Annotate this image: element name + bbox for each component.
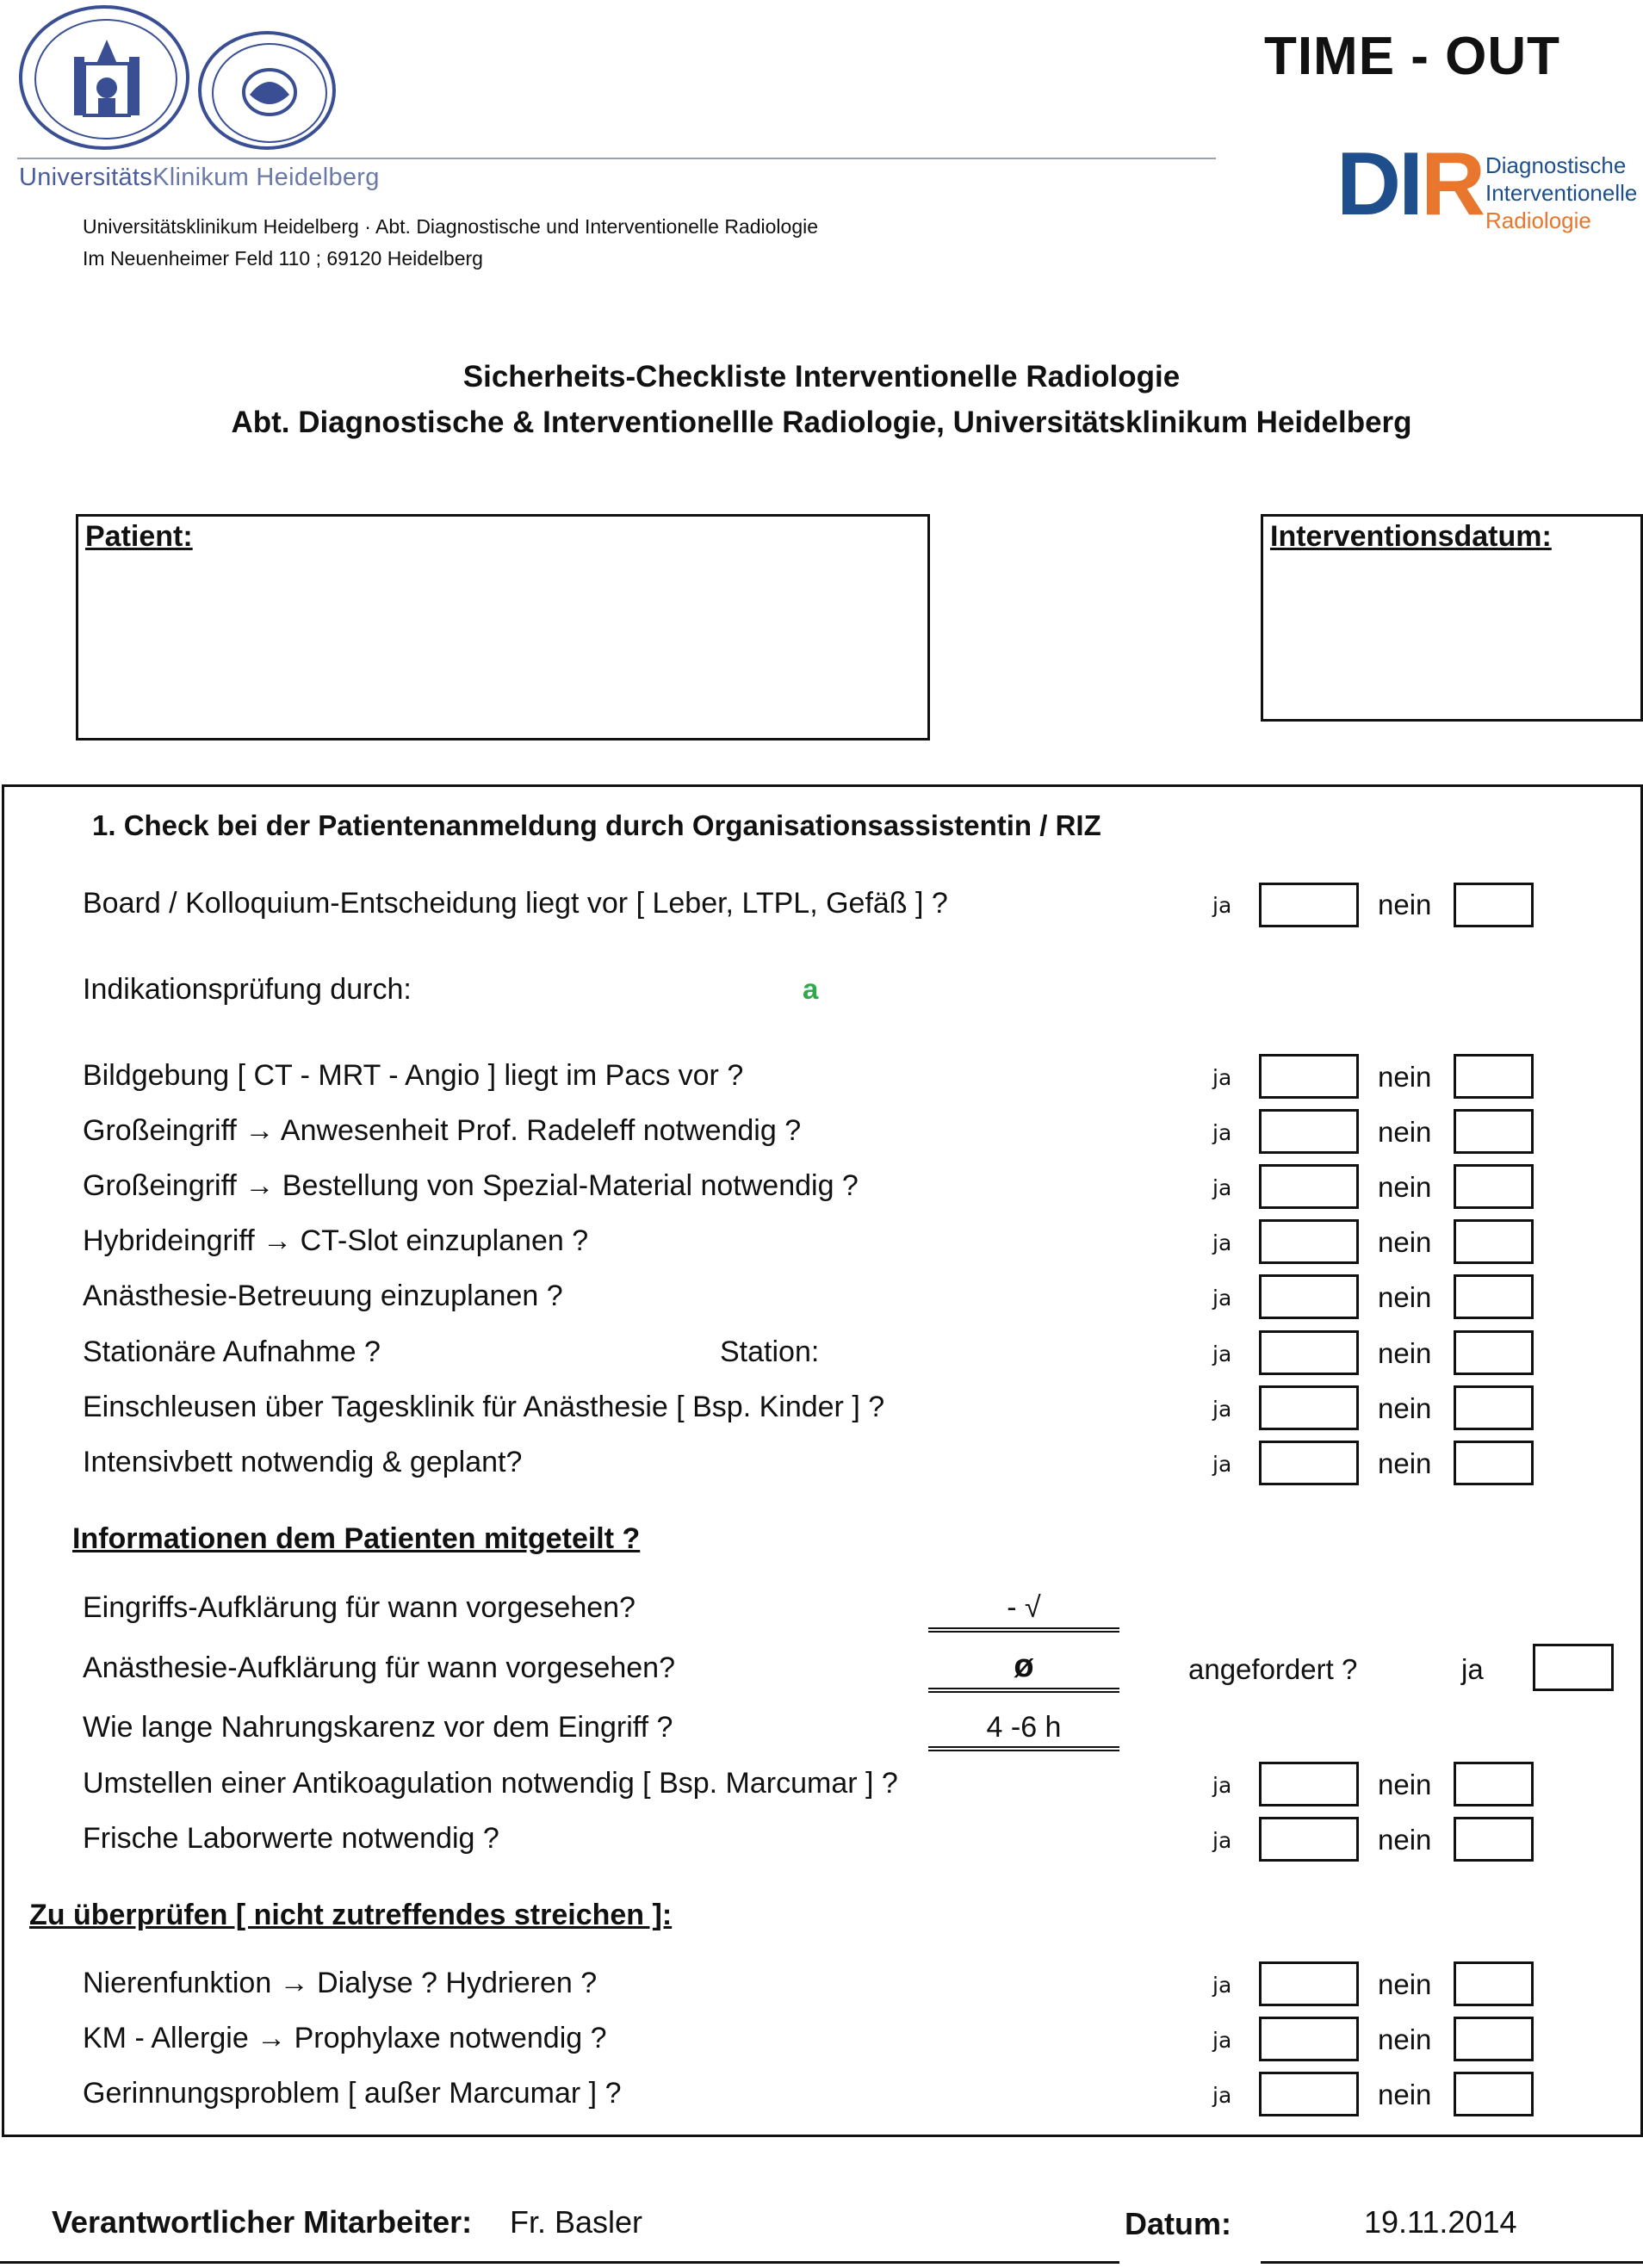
fasting-value[interactable]: 4 -6 h [986, 1711, 1062, 1744]
checkbox-nein[interactable] [1454, 1330, 1534, 1375]
checkbox-ja[interactable] [1259, 1961, 1359, 2006]
dir-sub-line3: Radiologie [1485, 208, 1591, 233]
nein-label: nein [1378, 1769, 1432, 1800]
ja-label: ja [1212, 1452, 1232, 1477]
page-title: Sicherheits-Checkliste Interventionelle Radiologie [462, 360, 1181, 393]
question-kidney-function: Nierenfunktion → Dialyse ? Hydrieren ? [83, 1967, 598, 1999]
nein-label: nein [1378, 889, 1432, 920]
nein-label: nein [1378, 1116, 1432, 1148]
checkbox-nein[interactable] [1454, 1219, 1534, 1264]
ja-label: ja [1212, 1773, 1232, 1798]
answer-underline [928, 1746, 1119, 1751]
dir-logo [1336, 134, 1484, 234]
university-seal-large [19, 5, 189, 150]
question-day-clinic: Einschleusen über Tagesklinik für Anästhesie [ Bsp. Kinder ] ? [83, 1391, 885, 1423]
nein-label: nein [1378, 1061, 1432, 1093]
checkbox-nein[interactable] [1454, 1274, 1534, 1319]
dir-sub-line2: Interventionelle [1485, 180, 1638, 206]
nein-label: nein [1378, 1824, 1432, 1856]
nein-label: nein [1378, 1392, 1432, 1424]
nein-label: nein [1378, 2079, 1432, 2110]
ja-label: ja [1461, 1653, 1484, 1685]
question-anaesthesia-consent: Anästhesie-Aufklärung für wann vorgesehen? [83, 1651, 675, 1684]
info-section-heading: Informationen dem Patienten mitgeteilt ? [72, 1522, 641, 1555]
university-seal-small [198, 31, 336, 150]
question-special-material: Großeingriff → Bestellung von Spezial-Material notwendig ? [83, 1169, 859, 1202]
checkbox-ja[interactable] [1259, 1054, 1359, 1099]
station-label: Station: [720, 1335, 820, 1368]
checkbox-ja[interactable] [1259, 1109, 1359, 1154]
intervention-date-box[interactable] [1261, 514, 1643, 722]
checkbox-ja[interactable] [1259, 883, 1359, 927]
dir-sub-line1: Diagnostische [1485, 152, 1627, 178]
checkbox-ja[interactable] [1259, 1274, 1359, 1319]
checkbox-nein[interactable] [1454, 1109, 1534, 1154]
cathedral-icon [67, 38, 146, 122]
procedure-consent-value[interactable]: - √ [1007, 1591, 1041, 1624]
question-ct-slot: Hybrideingriff → CT-Slot einzuplanen ? [83, 1224, 589, 1257]
header-rule [17, 158, 1216, 159]
ja-label: ja [1212, 1828, 1232, 1853]
checkbox-nein[interactable] [1454, 883, 1534, 927]
dir-logo-r: R [1421, 134, 1484, 234]
checkbox-ja[interactable] [1259, 1441, 1359, 1485]
indication-value: a [803, 973, 819, 1005]
question-procedure-consent: Eingriffs-Aufklärung für wann vorgesehen? [83, 1591, 636, 1624]
ja-label: ja [1212, 1230, 1232, 1255]
staff-value[interactable]: Fr. Basler [510, 2204, 643, 2240]
logo-part2: Klinikum Heidelberg [152, 164, 380, 191]
dir-logo-di: DI [1336, 134, 1421, 234]
ja-label: ja [1212, 893, 1232, 918]
nein-label: nein [1378, 1337, 1432, 1369]
ja-label: ja [1212, 1397, 1232, 1422]
check-section-heading: Zu überprüfen [ nicht zutreffendes streichen ]: [29, 1899, 673, 1931]
nein-label: nein [1378, 1171, 1432, 1203]
ja-label: ja [1212, 1065, 1232, 1090]
nein-label: nein [1378, 1447, 1432, 1479]
intervention-date-label: Interventionsdatum: [1270, 520, 1552, 553]
question-board: Board / Kolloquium-Entscheidung liegt vor [ Leber, LTPL, Gefäß ] ? [83, 887, 948, 920]
ja-label: ja [1212, 2028, 1232, 2053]
question-fasting: Wie lange Nahrungskarenz vor dem Eingriff ? [83, 1711, 673, 1744]
ja-label: ja [1212, 1120, 1232, 1145]
question-anticoagulation: Umstellen einer Antikoagulation notwendig [ Bsp. Marcumar ] ? [83, 1767, 898, 1800]
address-line2: Im Neuenheimer Feld 110 ; 69120 Heidelberg [83, 247, 483, 270]
staff-signature-line [0, 2261, 1119, 2264]
checkbox-ja[interactable] [1259, 1219, 1359, 1264]
checkbox-requested-ja[interactable] [1533, 1644, 1614, 1691]
checkbox-nein[interactable] [1454, 1762, 1534, 1806]
section1-heading: 1. Check bei der Patientenanmeldung durch Organisationsassistentin / RIZ [92, 809, 1101, 841]
logo-part1: Universitäts [19, 164, 153, 191]
nein-label: nein [1378, 2023, 1432, 2055]
date-line [1261, 2261, 1643, 2264]
checkbox-nein[interactable] [1454, 1054, 1534, 1099]
checkbox-nein[interactable] [1454, 1961, 1534, 2006]
question-imaging: Bildgebung [ CT - MRT - Angio ] liegt im Pacs vor ? [83, 1059, 744, 1092]
anaesthesia-consent-value[interactable]: ø [1014, 1648, 1034, 1684]
checkbox-ja[interactable] [1259, 1817, 1359, 1862]
checkbox-ja[interactable] [1259, 1330, 1359, 1375]
question-anaesthesia-care: Anästhesie-Betreuung einzuplanen ? [83, 1280, 563, 1312]
checkbox-nein[interactable] [1454, 1164, 1534, 1209]
checkbox-nein[interactable] [1454, 1441, 1534, 1485]
checkbox-nein[interactable] [1454, 1385, 1534, 1430]
ja-label: ja [1212, 1342, 1232, 1366]
question-lab-values: Frische Laborwerte notwendig ? [83, 1822, 499, 1855]
checkbox-nein[interactable] [1454, 2072, 1534, 2116]
question-radeleff: Großeingriff → Anwesenheit Prof. Radeleff notwendig ? [83, 1114, 802, 1147]
ja-label: ja [1212, 1175, 1232, 1200]
date-label: Datum: [1125, 2206, 1231, 2241]
question-contrast-allergy: KM - Allergie → Prophylaxe notwendig ? [83, 2022, 607, 2054]
patient-box[interactable] [76, 514, 930, 741]
date-value[interactable]: 19.11.2014 [1364, 2204, 1517, 2240]
checkbox-nein[interactable] [1454, 1817, 1534, 1862]
answer-underline [928, 1627, 1119, 1633]
emblem-icon [239, 64, 300, 121]
question-coagulation: Gerinnungsproblem [ außer Marcumar ] ? [83, 2077, 622, 2110]
page-subtitle: Abt. Diagnostische & Interventionellle Radiologie, Universitätsklinikum Heidelberg [231, 406, 1412, 439]
ja-label: ja [1212, 1286, 1232, 1311]
checkbox-ja[interactable] [1259, 1762, 1359, 1806]
checkbox-ja[interactable] [1259, 2072, 1359, 2116]
checkbox-ja[interactable] [1259, 1164, 1359, 1209]
indication-label: Indikationsprüfung durch: [83, 973, 412, 1006]
staff-label: Verantwortlicher Mitarbeiter: [52, 2204, 473, 2240]
requested-label: angefordert ? [1188, 1653, 1358, 1685]
ja-label: ja [1212, 2083, 1232, 2108]
nein-label: nein [1378, 1281, 1432, 1313]
question-inpatient: Stationäre Aufnahme ? [83, 1335, 381, 1368]
patient-label: Patient: [85, 520, 193, 553]
answer-underline [928, 1688, 1119, 1693]
nein-label: nein [1378, 1226, 1432, 1258]
question-icu-bed: Intensivbett notwendig & geplant? [83, 1446, 523, 1478]
nein-label: nein [1378, 1968, 1432, 2000]
time-out-title: TIME - OUT [1263, 27, 1561, 86]
address-line1: Universitätsklinikum Heidelberg · Abt. Diagnostische und Interventionelle Radiologie [83, 215, 819, 238]
ja-label: ja [1212, 1973, 1232, 1998]
checkbox-nein[interactable] [1454, 2017, 1534, 2061]
uk-heidelberg-logo [19, 164, 380, 192]
checkbox-ja[interactable] [1259, 2017, 1359, 2061]
checkbox-ja[interactable] [1259, 1385, 1359, 1430]
